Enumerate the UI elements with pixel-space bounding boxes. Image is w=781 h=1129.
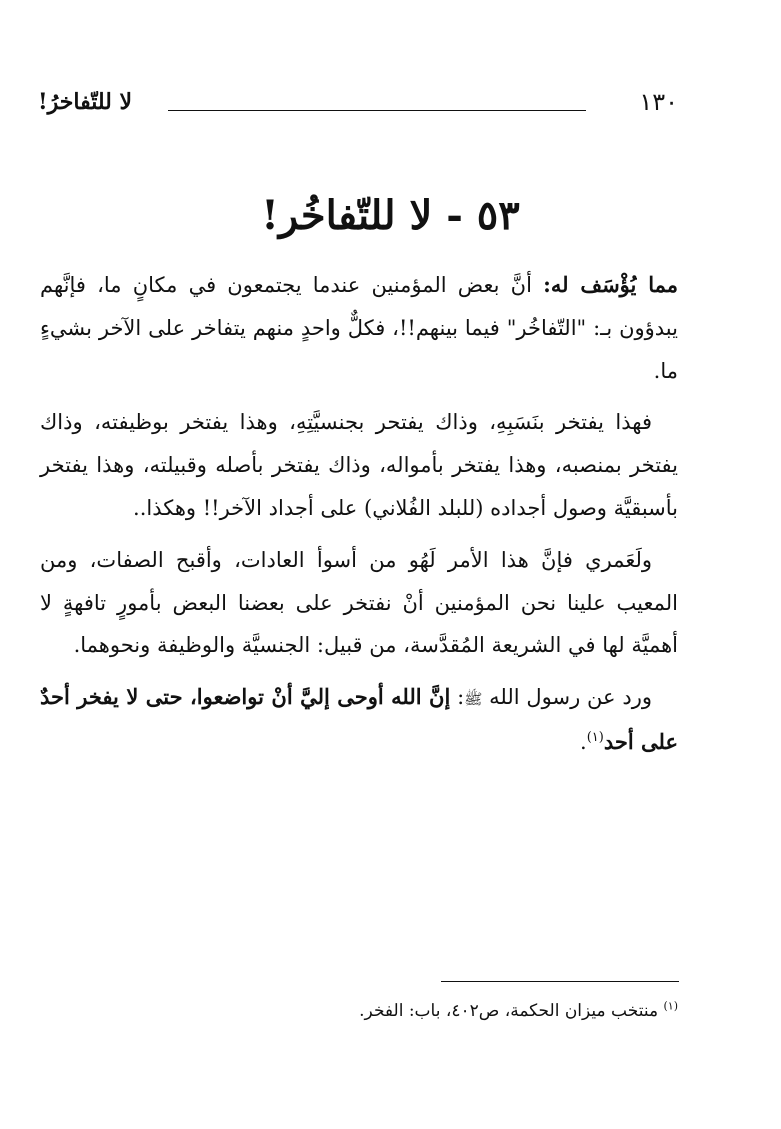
body-text <box>40 264 678 773</box>
footnote-mark: (١) <box>663 999 678 1013</box>
salutation-glyph: ﷺ <box>464 690 483 709</box>
footnote-text: منتخب ميزان الحكمة، ص٤٠٢، باب: الفخر. <box>359 1001 664 1021</box>
paragraph-colon: : <box>450 685 465 710</box>
running-title: لا للتّفاخرُ! <box>38 89 133 115</box>
page-number: ١٣٠ <box>639 88 678 116</box>
header-rule <box>168 110 586 111</box>
paragraph-end: . <box>580 729 587 754</box>
paragraph-lead: مما يُؤْسَف له: <box>543 272 678 297</box>
paragraph-4 <box>40 676 678 764</box>
footnote-reference[interactable]: (١) <box>586 729 604 745</box>
paragraph-2: فهذا يفتخر بنَسَبِهِ، وذاك يفتحر بجنسيَّتِهِ، وهذا يفتخر بوظيفته، وذاك يفتخر بمنصبه، وهذا يفتخر بأمواله، وذاك يفتخر بأصله وقبيلته، وهذا يفتخر بأسبقيَّة وصول أجداده (للبلد الفُلاني) على أجداد الآخر!! وهكذا.. <box>40 410 678 520</box>
hadith-quote: إنَّ الله أوحى إليَّ أنْ تواضعوا، حتى لا يفخر أحدٌ على أحد <box>40 684 678 754</box>
paragraph-1 <box>40 264 678 392</box>
footnote-rule <box>441 981 679 982</box>
footnote <box>40 996 678 1026</box>
paragraph-text: أنَّ بعض المؤمنين عندما يجتمعون في مكانٍ ما، فإنَّهم يبدؤون بـ: "التّفاخُر" فيما بينهم!!، فكلٌّ واحدٍ منهم يتفاخر على الآخر بشيءٍ ما. <box>40 273 678 383</box>
chapter-title: ٥٣ - لا للتّفاخُر! <box>261 192 520 239</box>
paragraph-prefix: ورد عن رسول الله <box>482 685 652 710</box>
paragraph-3: ولَعَمري فإنَّ هذا الأمر لَهُو من أسوأ العادات، وأقبح الصفات، ومن المعيب علينا نحن المؤمنين أنْ نفتخر على بعضنا البعض بأمورٍ تافهةٍ لا أهميَّة لها في الشريعة المُقدَّسة، من قبيل: الجنسيَّة والوظيفة ونحوهما. <box>40 547 678 658</box>
running-header <box>38 86 678 122</box>
